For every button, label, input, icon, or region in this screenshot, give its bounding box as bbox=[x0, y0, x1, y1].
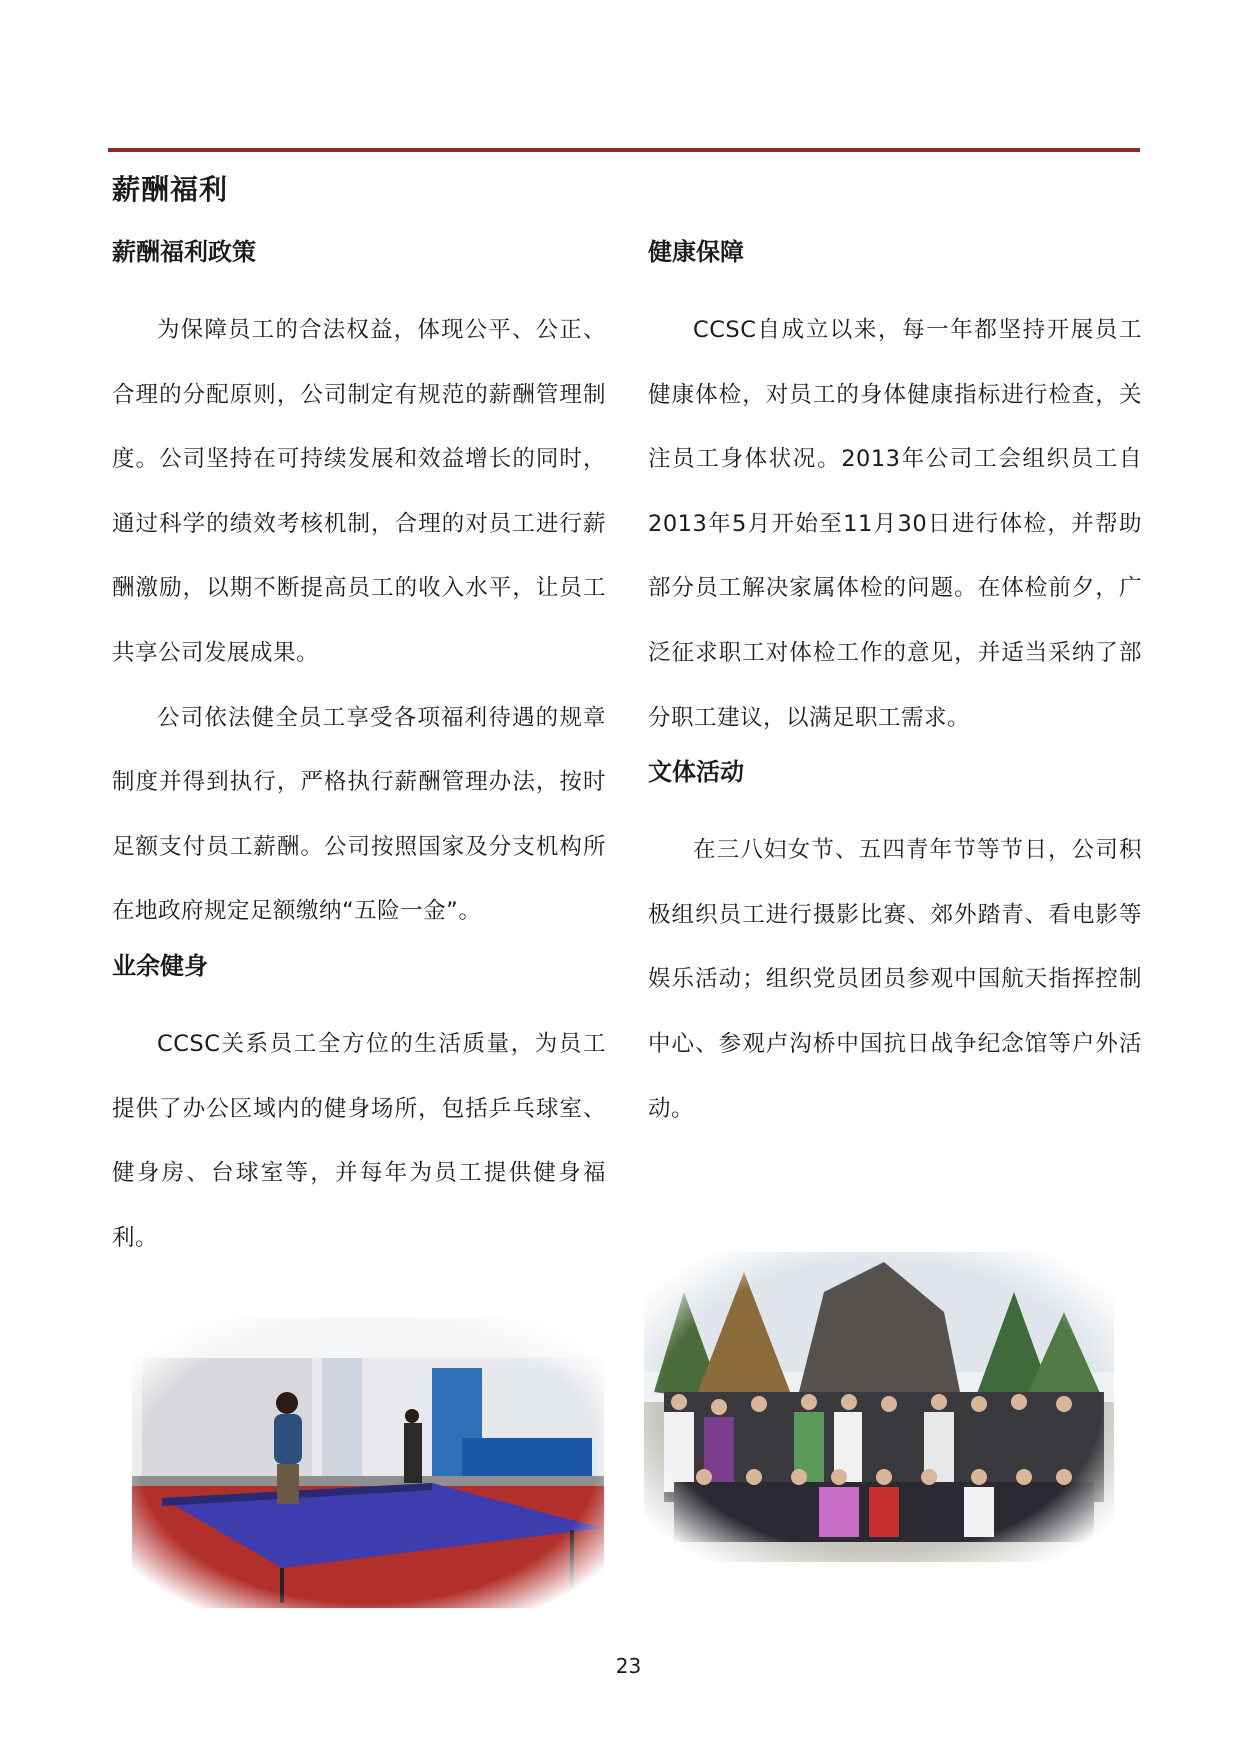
page-number: 23 bbox=[615, 1654, 642, 1678]
section-heading-salary-policy: 薪酬福利政策 bbox=[112, 238, 256, 266]
paragraph-salary-policy-2: 公司依法健全员工享受各项福利待遇的规章制度并得到执行，严格执行薪酬管理办法，按时足额支付员工薪酬。公司按照国家及分支机构所在地政府规定足额缴纳“五险一金”。 bbox=[112, 704, 606, 925]
section-heading-culture: 文体活动 bbox=[648, 758, 744, 787]
paragraph-culture: 在三八妇女节、五四青年节等节日，公司积极组织员工进行摄影比赛、郊外踏青、看电影等娱乐活动；组织党员团员参观中国航天指挥控制中心、参观卢沟桥中国抗日战争纪念馆等户外活动。 bbox=[648, 837, 1142, 1122]
table-tennis-photo bbox=[132, 1318, 604, 1608]
section-heading-health: 健康保障 bbox=[648, 238, 744, 266]
right-column bbox=[648, 232, 1142, 1141]
left-column bbox=[112, 232, 606, 1270]
group-photo bbox=[644, 1252, 1114, 1562]
paragraph-health: CCSC自成立以来，每一年都坚持开展员工健康体检，对员工的身体健康指标进行检查，关注员工身体状况。2013年公司工会组织员工自2013年5月开始至11月30日进行体检，并帮助部分员工解决家属体检的问题。在体检前夕，广泛征求职工对体检工作的意见，并适当采纳了部分职工建议，以满足职工需求。 bbox=[648, 317, 1142, 731]
header-rule bbox=[108, 148, 1140, 152]
paragraph-fitness: CCSC关系员工全方位的生活质量，为员工提供了办公区域内的健身场所，包括乒乓球室、健身房、台球室等，并每年为员工提供健身福利。 bbox=[112, 1030, 606, 1251]
section-heading-fitness: 业余健身 bbox=[112, 951, 208, 980]
paragraph-salary-policy-1: 为保障员工的合法权益，体现公平、公正、合理的分配原则，公司制定有规范的薪酬管理制度。公司坚持在可持续发展和效益增长的同时，通过科学的绩效考核机制，合理的对员工进行薪酬激励，以期不断提高员工的收入水平，让员工共享公司发展成果。 bbox=[112, 317, 606, 666]
page-title: 薪酬福利 bbox=[112, 173, 229, 206]
